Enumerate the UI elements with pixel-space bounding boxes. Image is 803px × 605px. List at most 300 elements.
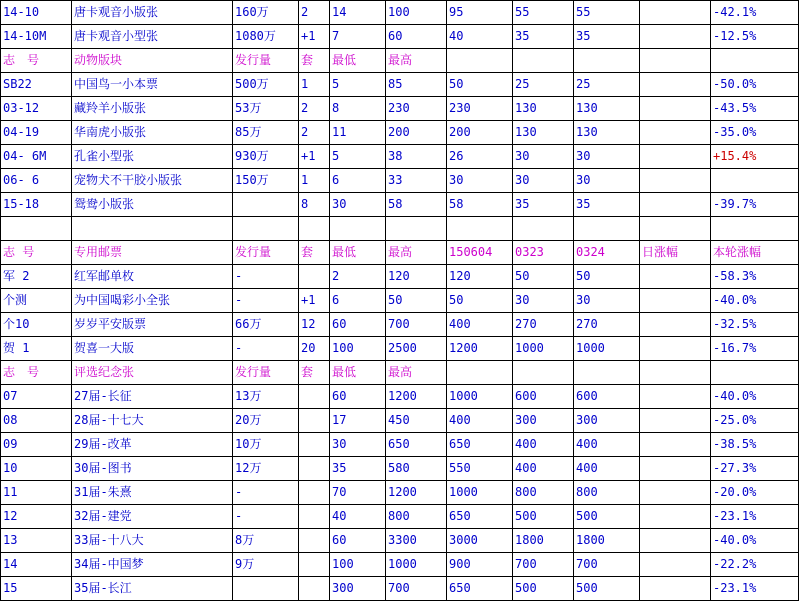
issue-qty-cell: 9万 [233,553,299,577]
stamp-code-cell: 贺 1 [1,337,72,361]
price-0324-cell: 35 [574,25,640,49]
stamp-code-cell: SB22 [1,73,72,97]
issue-qty-cell: - [233,481,299,505]
set-cell: 1 [299,169,330,193]
round-change-cell: -50.0% [711,73,799,97]
table-row [1,505,799,529]
price-0323-cell [513,217,574,241]
price-0323-cell: 50 [513,265,574,289]
price-0323-cell: 600 [513,385,574,409]
table-row [1,337,799,361]
section-header-row [1,241,799,265]
stamp-code-cell: 11 [1,481,72,505]
price-150604-cell: 650 [447,433,513,457]
issue-qty-cell: 发行量 [233,241,299,265]
daily-change-cell [640,97,711,121]
stamp-code-cell: 15-18 [1,193,72,217]
price-0324-cell: 30 [574,145,640,169]
high-cell: 85 [386,73,447,97]
price-0324-cell [574,361,640,385]
stamp-code-cell: 15 [1,577,72,601]
high-cell: 650 [386,433,447,457]
table-row [1,313,799,337]
set-cell: +1 [299,25,330,49]
issue-qty-cell: 930万 [233,145,299,169]
stamp-code-cell: 志 号 [1,361,72,385]
price-0324-cell: 30 [574,169,640,193]
price-0323-cell: 700 [513,553,574,577]
set-cell: 12 [299,313,330,337]
round-change-cell: -23.1% [711,505,799,529]
round-change-cell: -16.7% [711,337,799,361]
price-0323-cell: 400 [513,433,574,457]
round-change-cell: 本轮涨幅 [711,241,799,265]
price-150604-cell: 120 [447,265,513,289]
daily-change-cell [640,529,711,553]
price-0324-cell [574,217,640,241]
high-cell: 最高 [386,49,447,73]
daily-change-cell [640,121,711,145]
low-cell: 100 [330,553,386,577]
name-cell: 33届-十八大 [72,529,233,553]
low-cell: 30 [330,193,386,217]
round-change-cell [711,217,799,241]
issue-qty-cell: 13万 [233,385,299,409]
price-150604-cell: 400 [447,313,513,337]
issue-qty-cell: 10万 [233,433,299,457]
daily-change-cell [640,73,711,97]
low-cell: 17 [330,409,386,433]
issue-qty-cell: - [233,265,299,289]
low-cell: 11 [330,121,386,145]
round-change-cell: -35.0% [711,121,799,145]
table-row [1,457,799,481]
round-change-cell: -23.1% [711,577,799,601]
daily-change-cell [640,289,711,313]
issue-qty-cell: 150万 [233,169,299,193]
daily-change-cell [640,481,711,505]
daily-change-cell [640,553,711,577]
issue-qty-cell: - [233,505,299,529]
daily-change-cell [640,145,711,169]
name-cell: 红军邮单枚 [72,265,233,289]
round-change-cell: -25.0% [711,409,799,433]
table-row [1,121,799,145]
high-cell: 1200 [386,385,447,409]
price-0324-cell: 270 [574,313,640,337]
stamp-code-cell [1,217,72,241]
high-cell: 580 [386,457,447,481]
price-0324-cell: 500 [574,505,640,529]
round-change-cell: -40.0% [711,385,799,409]
issue-qty-cell [233,193,299,217]
low-cell: 6 [330,289,386,313]
low-cell: 最低 [330,361,386,385]
set-cell [299,529,330,553]
set-cell: 套 [299,241,330,265]
price-0324-cell: 1800 [574,529,640,553]
price-0323-cell: 500 [513,577,574,601]
price-150604-cell: 150604 [447,241,513,265]
price-150604-cell: 900 [447,553,513,577]
low-cell: 100 [330,337,386,361]
stamp-code-cell: 03-12 [1,97,72,121]
name-cell: 评选纪念张 [72,361,233,385]
set-cell [299,577,330,601]
low-cell: 14 [330,1,386,25]
name-cell: 30届-图书 [72,457,233,481]
low-cell: 60 [330,529,386,553]
daily-change-cell [640,337,711,361]
table-row [1,73,799,97]
price-0324-cell [574,49,640,73]
price-0323-cell: 270 [513,313,574,337]
daily-change-cell [640,193,711,217]
name-cell: 为中国喝彩小全张 [72,289,233,313]
low-cell: 60 [330,313,386,337]
set-cell [299,409,330,433]
daily-change-cell [640,409,711,433]
price-0324-cell: 130 [574,97,640,121]
price-0323-cell: 25 [513,73,574,97]
price-0323-cell: 35 [513,25,574,49]
price-150604-cell: 550 [447,457,513,481]
issue-qty-cell: 85万 [233,121,299,145]
low-cell: 60 [330,385,386,409]
price-0323-cell: 1800 [513,529,574,553]
daily-change-cell [640,577,711,601]
set-cell [299,385,330,409]
high-cell: 120 [386,265,447,289]
daily-change-cell [640,385,711,409]
price-0324-cell: 0324 [574,241,640,265]
price-150604-cell: 1000 [447,385,513,409]
round-change-cell [711,169,799,193]
price-150604-cell: 50 [447,289,513,313]
table-row [1,433,799,457]
high-cell: 58 [386,193,447,217]
set-cell: 1 [299,73,330,97]
name-cell: 华南虎小版张 [72,121,233,145]
name-cell [72,217,233,241]
price-150604-cell: 50 [447,73,513,97]
high-cell: 60 [386,25,447,49]
name-cell: 32届-建党 [72,505,233,529]
table-row [1,529,799,553]
stamp-code-cell: 07 [1,385,72,409]
stamp-code-cell: 08 [1,409,72,433]
round-change-cell: -40.0% [711,289,799,313]
name-cell: 贺喜一大版 [72,337,233,361]
price-150604-cell [447,49,513,73]
round-change-cell: -42.1% [711,1,799,25]
high-cell: 100 [386,1,447,25]
name-cell: 29届-改革 [72,433,233,457]
daily-change-cell [640,1,711,25]
price-0323-cell: 800 [513,481,574,505]
price-0324-cell: 25 [574,73,640,97]
low-cell: 5 [330,73,386,97]
issue-qty-cell: - [233,289,299,313]
price-150604-cell: 230 [447,97,513,121]
table-row [1,145,799,169]
price-0323-cell: 130 [513,121,574,145]
section-header-row [1,361,799,385]
round-change-cell: -38.5% [711,433,799,457]
set-cell [299,433,330,457]
stamp-code-cell: 13 [1,529,72,553]
price-0323-cell: 0323 [513,241,574,265]
set-cell: 套 [299,361,330,385]
price-0323-cell: 1000 [513,337,574,361]
price-0324-cell: 35 [574,193,640,217]
price-0324-cell: 30 [574,289,640,313]
high-cell: 33 [386,169,447,193]
stamp-code-cell: 志 号 [1,49,72,73]
round-change-cell: -20.0% [711,481,799,505]
stamp-code-cell: 12 [1,505,72,529]
stamp-code-cell: 06- 6 [1,169,72,193]
daily-change-cell [640,169,711,193]
stamp-code-cell: 14-10 [1,1,72,25]
round-change-cell: -39.7% [711,193,799,217]
set-cell: 2 [299,1,330,25]
price-0323-cell: 300 [513,409,574,433]
round-change-cell: +15.4% [711,145,799,169]
table-body [1,1,799,601]
round-change-cell: -22.2% [711,553,799,577]
low-cell [330,217,386,241]
low-cell: 5 [330,145,386,169]
daily-change-cell: 日涨幅 [640,241,711,265]
stamp-code-cell: 14-10M [1,25,72,49]
round-change-cell: -43.5% [711,97,799,121]
high-cell: 最高 [386,361,447,385]
daily-change-cell [640,361,711,385]
high-cell: 450 [386,409,447,433]
price-150604-cell: 650 [447,577,513,601]
high-cell: 230 [386,97,447,121]
price-0323-cell [513,49,574,73]
price-150604-cell: 58 [447,193,513,217]
name-cell: 31届-朱熹 [72,481,233,505]
name-cell: 专用邮票 [72,241,233,265]
low-cell: 35 [330,457,386,481]
daily-change-cell [640,505,711,529]
price-0324-cell: 50 [574,265,640,289]
low-cell: 40 [330,505,386,529]
set-cell: +1 [299,289,330,313]
section-header-row [1,49,799,73]
issue-qty-cell: 160万 [233,1,299,25]
price-0324-cell: 700 [574,553,640,577]
price-0324-cell: 1000 [574,337,640,361]
stamp-code-cell: 09 [1,433,72,457]
low-cell: 最低 [330,241,386,265]
stamp-code-cell: 个10 [1,313,72,337]
name-cell: 鸳鸯小版张 [72,193,233,217]
set-cell: 套 [299,49,330,73]
price-0324-cell: 500 [574,577,640,601]
issue-qty-cell: - [233,337,299,361]
price-0323-cell: 55 [513,1,574,25]
set-cell [299,481,330,505]
daily-change-cell [640,433,711,457]
set-cell: 20 [299,337,330,361]
round-change-cell: -27.3% [711,457,799,481]
price-150604-cell: 26 [447,145,513,169]
price-0323-cell: 30 [513,169,574,193]
price-0324-cell: 400 [574,457,640,481]
daily-change-cell [640,313,711,337]
issue-qty-cell: 发行量 [233,361,299,385]
round-change-cell: -58.3% [711,265,799,289]
set-cell: 2 [299,97,330,121]
table-row [1,385,799,409]
low-cell: 2 [330,265,386,289]
price-0324-cell: 400 [574,433,640,457]
name-cell: 唐卡观音小型张 [72,25,233,49]
name-cell: 中国鸟一小本票 [72,73,233,97]
set-cell: 2 [299,121,330,145]
stamp-code-cell: 14 [1,553,72,577]
table-row [1,1,799,25]
price-150604-cell: 650 [447,505,513,529]
name-cell: 动物版块 [72,49,233,73]
price-0323-cell: 30 [513,145,574,169]
table-row [1,193,799,217]
round-change-cell: -12.5% [711,25,799,49]
high-cell: 800 [386,505,447,529]
stamp-code-cell: 军 2 [1,265,72,289]
daily-change-cell [640,457,711,481]
low-cell: 6 [330,169,386,193]
set-cell [299,457,330,481]
price-0323-cell [513,361,574,385]
daily-change-cell [640,25,711,49]
daily-change-cell [640,217,711,241]
round-change-cell [711,361,799,385]
stamp-code-cell: 志 号 [1,241,72,265]
name-cell: 34届-中国梦 [72,553,233,577]
high-cell: 38 [386,145,447,169]
price-150604-cell: 200 [447,121,513,145]
low-cell: 70 [330,481,386,505]
issue-qty-cell: 53万 [233,97,299,121]
price-0324-cell: 130 [574,121,640,145]
high-cell: 1200 [386,481,447,505]
issue-qty-cell: 发行量 [233,49,299,73]
low-cell: 8 [330,97,386,121]
stamp-code-cell: 10 [1,457,72,481]
name-cell: 唐卡观音小版张 [72,1,233,25]
price-150604-cell: 400 [447,409,513,433]
issue-qty-cell [233,577,299,601]
price-0323-cell: 500 [513,505,574,529]
high-cell: 50 [386,289,447,313]
issue-qty-cell: 12万 [233,457,299,481]
round-change-cell: -32.5% [711,313,799,337]
price-0324-cell: 600 [574,385,640,409]
issue-qty-cell: 1080万 [233,25,299,49]
low-cell: 7 [330,25,386,49]
issue-qty-cell: 8万 [233,529,299,553]
high-cell: 2500 [386,337,447,361]
table-row [1,289,799,313]
name-cell: 藏羚羊小版张 [72,97,233,121]
name-cell: 27届-长征 [72,385,233,409]
set-cell [299,553,330,577]
daily-change-cell [640,49,711,73]
high-cell: 1000 [386,553,447,577]
issue-qty-cell [233,217,299,241]
high-cell: 3300 [386,529,447,553]
price-150604-cell: 40 [447,25,513,49]
daily-change-cell [640,265,711,289]
table-row [1,25,799,49]
price-150604-cell [447,361,513,385]
name-cell: 宠物犬不干胶小版张 [72,169,233,193]
table-row [1,97,799,121]
issue-qty-cell: 500万 [233,73,299,97]
table-row [1,577,799,601]
table-row [1,553,799,577]
issue-qty-cell: 20万 [233,409,299,433]
set-cell [299,217,330,241]
set-cell [299,265,330,289]
price-150604-cell: 1200 [447,337,513,361]
price-0323-cell: 30 [513,289,574,313]
price-150604-cell: 3000 [447,529,513,553]
high-cell: 700 [386,313,447,337]
table-row [1,481,799,505]
stamp-code-cell: 04- 6M [1,145,72,169]
price-0323-cell: 130 [513,97,574,121]
price-0323-cell: 35 [513,193,574,217]
price-150604-cell: 1000 [447,481,513,505]
low-cell: 最低 [330,49,386,73]
set-cell: 8 [299,193,330,217]
stamp-code-cell: 个测 [1,289,72,313]
price-0323-cell: 400 [513,457,574,481]
name-cell: 岁岁平安版票 [72,313,233,337]
high-cell: 200 [386,121,447,145]
price-0324-cell: 800 [574,481,640,505]
round-change-cell [711,49,799,73]
table-row [1,409,799,433]
price-150604-cell: 95 [447,1,513,25]
name-cell: 28届-十七大 [72,409,233,433]
price-0324-cell: 55 [574,1,640,25]
set-cell: +1 [299,145,330,169]
stamp-code-cell: 04-19 [1,121,72,145]
low-cell: 300 [330,577,386,601]
price-0324-cell: 300 [574,409,640,433]
high-cell [386,217,447,241]
high-cell: 700 [386,577,447,601]
issue-qty-cell: 66万 [233,313,299,337]
table-row [1,169,799,193]
high-cell: 最高 [386,241,447,265]
table-row [1,265,799,289]
blank-row [1,217,799,241]
set-cell [299,505,330,529]
round-change-cell: -40.0% [711,529,799,553]
name-cell: 孔雀小型张 [72,145,233,169]
price-150604-cell: 30 [447,169,513,193]
low-cell: 30 [330,433,386,457]
price-150604-cell [447,217,513,241]
